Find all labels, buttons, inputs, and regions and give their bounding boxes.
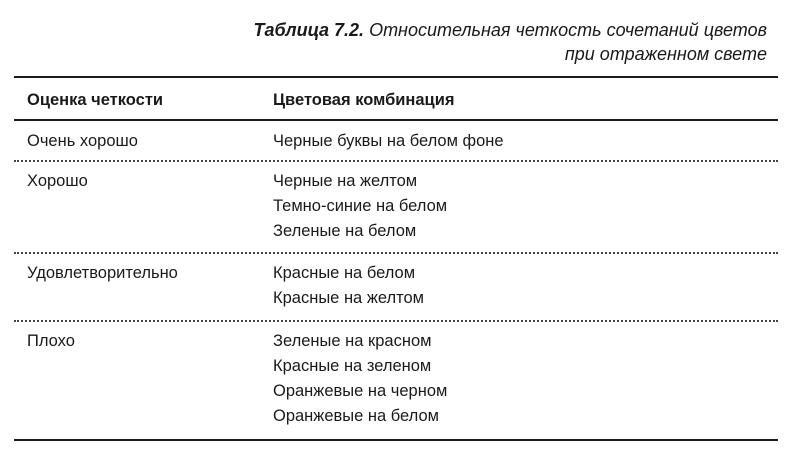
row-rating-satisfactory: Удовлетворительно: [27, 264, 178, 282]
combination-item: Черные буквы на белом фоне: [273, 132, 504, 150]
row-combinations-poor: [273, 329, 447, 429]
row-divider: [14, 252, 778, 254]
combination-item: Оранжевые на черном: [273, 382, 448, 400]
caption-label: Таблица 7.2.: [253, 20, 365, 40]
caption-title-line1: Относительная четкость сочетаний цветов: [369, 20, 767, 40]
header-bottom-rule: [14, 119, 778, 121]
row-divider: [14, 320, 778, 322]
header-rating: Оценка четкости: [27, 91, 164, 109]
row-combinations-good: [273, 169, 447, 244]
combination-item: Красные на желтом: [273, 289, 425, 307]
header-combination: Цветовая комбинация: [273, 91, 455, 109]
row-combinations-satisfactory: [273, 261, 424, 311]
combination-item: Зеленые на белом: [273, 222, 417, 240]
combination-item: Черные на желтом: [273, 172, 418, 190]
combination-item: Оранжевые на белом: [273, 407, 439, 425]
caption-line-1: [227, 18, 767, 42]
combination-item: Зеленые на красном: [273, 332, 432, 350]
table-top-rule: [14, 76, 778, 78]
row-divider: [14, 160, 778, 162]
combination-item: Красные на зеленом: [273, 357, 432, 375]
table-bottom-rule: [14, 439, 778, 441]
combination-item: Красные на белом: [273, 264, 416, 282]
row-rating-poor: Плохо: [27, 332, 75, 350]
combination-item: Темно-синие на белом: [273, 197, 448, 215]
caption-title-line2: при отраженном свете: [564, 44, 767, 64]
row-rating-good: Хорошо: [27, 172, 88, 190]
row-rating-very-good: Очень хорошо: [27, 132, 138, 150]
row-combinations-very-good: [273, 129, 504, 154]
table-caption: [227, 18, 767, 66]
